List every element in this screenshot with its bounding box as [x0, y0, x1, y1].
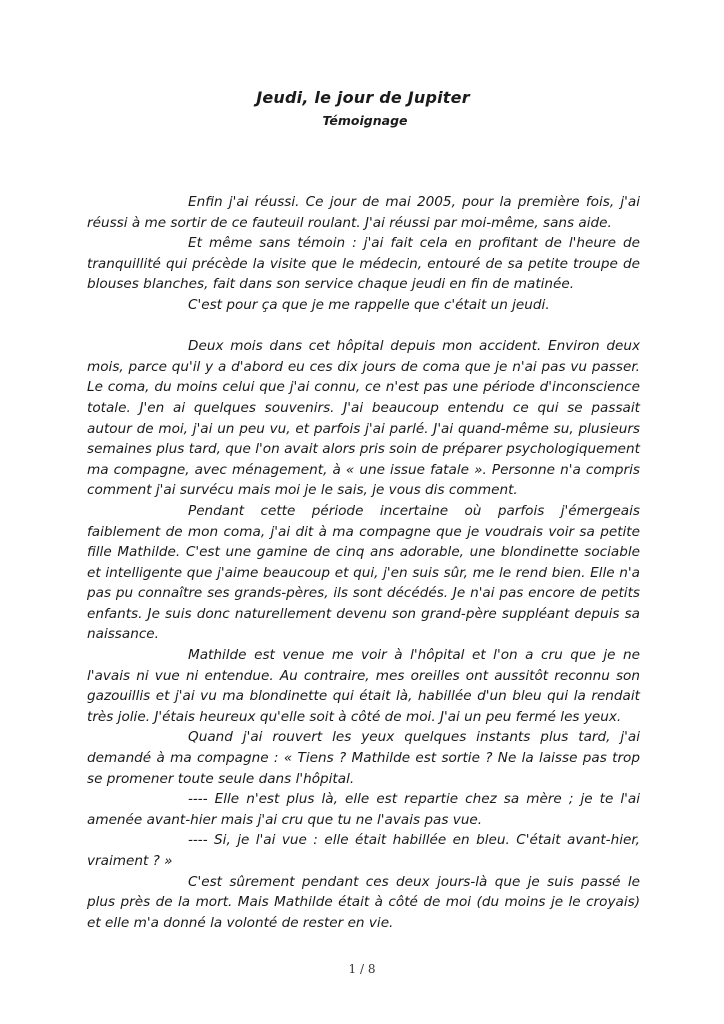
paragraph: Quand j'ai rouvert les yeux quelques instants plus tard, j'ai demandé à ma compagne : « Tiens ? Mathilde est sortie ? Ne la laisse pas trop se promener toute seule dans l'hôpital.	[87, 729, 640, 787]
paragraph: Enfin j'ai réussi. Ce jour de mai 2005, pour la première fois, j'ai réussi à me sortir de ce fauteuil roulant. J'ai réussi par moi-même, sans aide.	[87, 194, 640, 231]
document-subtitle: Témoignage	[322, 113, 408, 128]
page-number: 1 / 8	[348, 962, 376, 976]
paragraph: Et même sans témoin : j'ai fait cela en profitant de l'heure de tranquillité qui précède la visite que le médecin, entouré de sa petite troupe de blouses blanches, fait dans son service chaque jeudi en fin de matinée.	[87, 235, 640, 293]
paragraph-spacer	[87, 316, 640, 337]
paragraph: Mathilde est venue me voir à l'hôpital et l'on a cru que je ne l'avais ni vue ni entendue. Au contraire, mes oreilles ont aussitôt reconnu son gazouillis et j'ai vu ma blondinette qui était là, habillée d'un bleu qui la rendait très jolie. J'étais heureux qu'elle soit à côté de moi. J'ai un peu fermé les yeux.	[87, 647, 640, 725]
document-title: Jeudi, le jour de Jupiter	[256, 88, 470, 107]
document-body	[87, 192, 640, 933]
paragraph: C'est sûrement pendant ces deux jours-là que je suis passé le plus près de la mort. Mais Mathilde était à côté de moi (du moins je le croyais) et elle m'a donné la volonté de rester en vie.	[87, 873, 640, 931]
paragraph: ---- Elle n'est plus là, elle est repartie chez sa mère ; je te l'ai amenée avant-hier mais j'ai cru que tu ne l'avais pas vue.	[87, 791, 640, 828]
paragraph: C'est pour ça que je me rappelle que c'était un jeudi.	[188, 296, 550, 313]
paragraph: ---- Si, je l'ai vue : elle était habillée en bleu. C'était avant-hier, vraiment ? »	[87, 832, 640, 869]
paragraph: Pendant cette période incertaine où parfois j'émergeais faiblement de mon coma, j'ai dit à ma compagne que je voudrais voir sa petite fille Mathilde. C'est une gamine de cinq ans adorable, une blondinette sociable et intelligente que j'aime beaucoup et qui, j'en suis sûr, me le rend bien. Elle n'a pas pu connaître ses grands-pères, ils sont décédés. Je n'ai pas encore de petits enfants. Je suis donc naturellement devenu son grand-père suppléant depuis sa naissance.	[87, 502, 640, 643]
paragraph: Deux mois dans cet hôpital depuis mon accident. Environ deux mois, parce qu'il y a d'abord eu ces dix jours de coma que je n'ai pas vu passer. Le coma, du moins celui que j'ai connu, ce n'est pas une période d'inconscience totale. J'en ai quelques souvenirs. J'ai beaucoup entendu ce qui se passait autour de moi, j'ai un peu vu, et parfois j'ai parlé. J'ai quand-même su, plusieurs semaines plus tard, que l'on avait alors pris soin de préparer psychologiquement ma compagne, avec ménagement, à « une issue fatale ». Personne n'a compris comment j'ai survécu mais moi je le sais, je vous dis comment.	[87, 338, 640, 499]
